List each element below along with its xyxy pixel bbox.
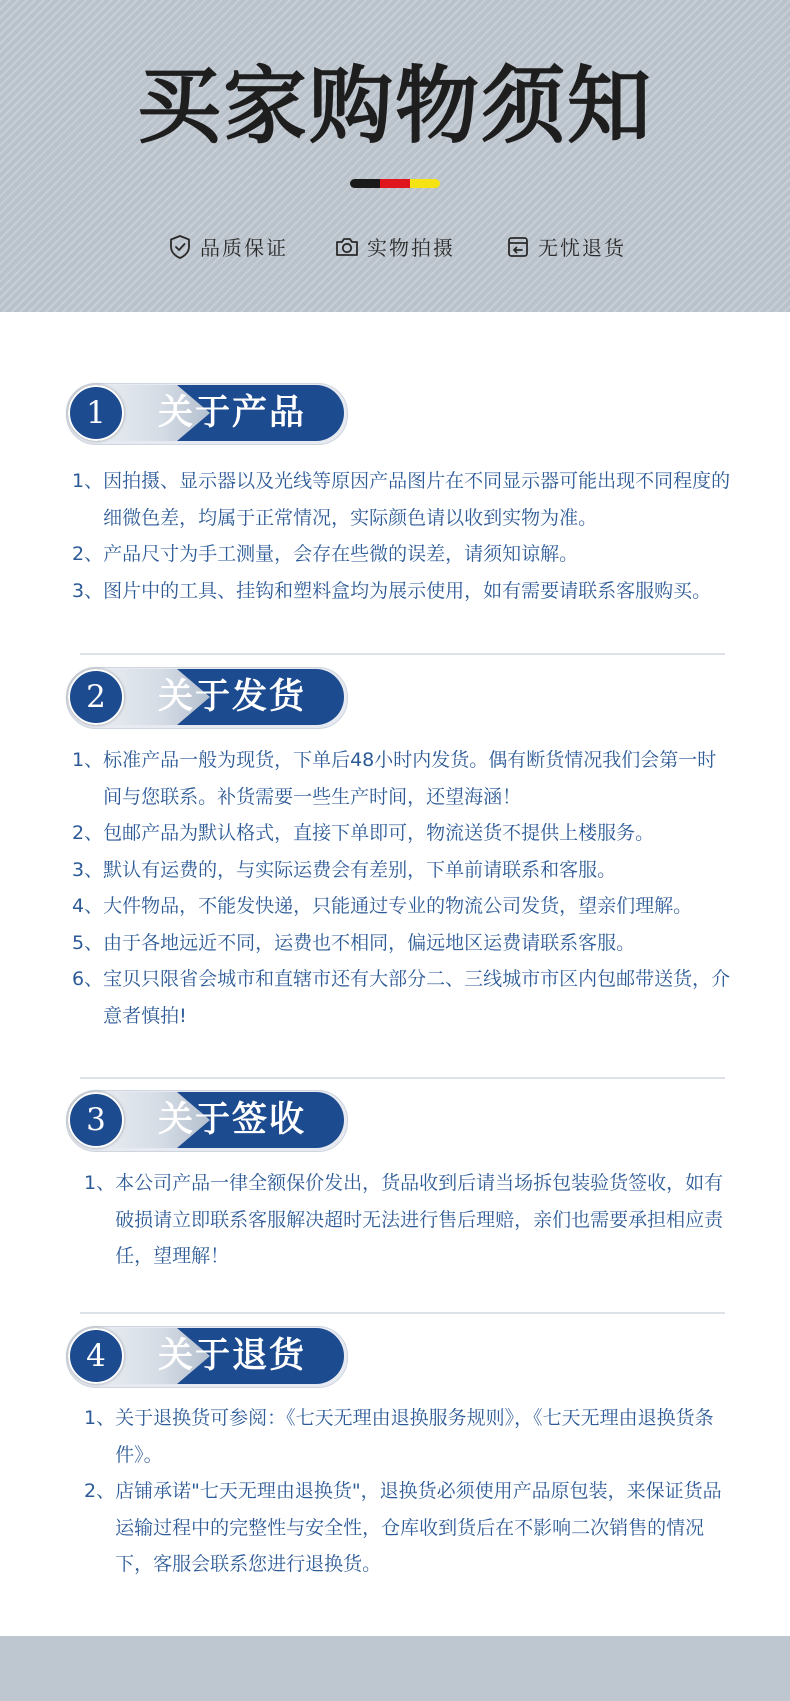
list-item-text: 标准产品一般为现货，下单后48小时内发货。偶有断货情况我们会第一时间与您联系。补货需要一些生产时间，还望海涵！ bbox=[103, 749, 717, 808]
section-body-shipping bbox=[72, 742, 734, 1034]
list-item-number: 3、 bbox=[72, 579, 104, 602]
list-item-text: 大件物品，不能发快递，只能通过专业的物流公司发货，望亲们理解。 bbox=[103, 895, 693, 917]
page-title: 买家购物须知 bbox=[136, 57, 653, 155]
list-item bbox=[72, 463, 734, 536]
list-item-number: 1、 bbox=[84, 1407, 116, 1429]
section-title: 关于产品 bbox=[158, 393, 307, 433]
list-item bbox=[84, 1400, 728, 1473]
list-item bbox=[72, 852, 734, 889]
header-banner bbox=[0, 0, 790, 312]
list-item bbox=[84, 1473, 728, 1583]
list-item-number: 3、 bbox=[72, 858, 104, 881]
camera-icon bbox=[334, 234, 360, 260]
list-item-text: 本公司产品一律全额保价发出，货品收到后请当场拆包装验货签收，如有破损请立即联系客服解决超时无法进行售后理赔，亲们也需要承担相应责任，望理解！ bbox=[115, 1172, 724, 1267]
feature-return bbox=[505, 232, 626, 261]
list-item-number: 2、 bbox=[72, 822, 104, 844]
list-item-text: 宝贝只限省会城市和直辖市还有大部分二、三线城市市区内包邮带送货，介意者慎拍! bbox=[103, 968, 731, 1027]
list-item bbox=[72, 961, 734, 1034]
section-banner-product bbox=[66, 383, 348, 445]
feature-label: 实物拍摄 bbox=[367, 236, 455, 260]
section-banner-returns bbox=[66, 1326, 348, 1388]
section-divider bbox=[80, 653, 725, 655]
list-item-text: 图片中的工具、挂钩和塑料盒均为展示使用，如有需要请联系客服购买。 bbox=[103, 579, 712, 602]
list-item-number: 5、 bbox=[72, 931, 104, 954]
feature-photo bbox=[334, 232, 455, 261]
section-divider bbox=[80, 1312, 725, 1314]
flag-segment-black bbox=[350, 179, 380, 188]
section-body-product bbox=[72, 463, 734, 609]
section-number-badge: 4 bbox=[68, 1328, 124, 1384]
return-icon bbox=[505, 234, 531, 260]
flag-color-bar bbox=[350, 179, 440, 188]
footer-band bbox=[0, 1636, 790, 1701]
list-item-text: 包邮产品为默认格式，直接下单即可，物流送货不提供上楼服务。 bbox=[103, 822, 655, 844]
list-item bbox=[72, 815, 734, 852]
list-item bbox=[72, 536, 734, 573]
section-number-badge: 3 bbox=[68, 1092, 124, 1148]
list-item-text: 产品尺寸为手工测量，会存在些微的误差，请须知谅解。 bbox=[103, 543, 579, 565]
list-item-text: 店铺承诺"七天无理由退换货"，退换货必须使用产品原包装，来保证货品运输过程中的完整性与安全性，仓库收到货后在不影响二次销售的情况下，客服会联系您进行退换货。 bbox=[115, 1480, 722, 1575]
section-body-returns bbox=[84, 1400, 728, 1583]
list-item-text: 由于各地远近不同，运费也不相同，偏远地区运费请联系客服。 bbox=[103, 931, 636, 954]
list-item-number: 4、 bbox=[72, 895, 104, 917]
feature-label: 品质保证 bbox=[200, 236, 288, 260]
list-item-text: 关于退换货可参阅：《七天无理由退换服务规则》，《七天无理由退换货条件》。 bbox=[115, 1407, 714, 1466]
section-title: 关于退货 bbox=[158, 1336, 307, 1376]
list-item-number: 1、 bbox=[84, 1172, 116, 1194]
list-item bbox=[72, 888, 734, 925]
section-banner-signing bbox=[66, 1090, 348, 1152]
list-item-number: 2、 bbox=[72, 543, 104, 565]
feature-quality bbox=[167, 232, 288, 261]
list-item bbox=[72, 925, 734, 962]
list-item-number: 2、 bbox=[84, 1480, 116, 1502]
flag-segment-red bbox=[380, 179, 410, 188]
feature-label: 无忧退货 bbox=[538, 236, 626, 260]
section-banner-shipping bbox=[66, 667, 348, 729]
section-title: 关于发货 bbox=[158, 677, 307, 717]
list-item bbox=[72, 573, 734, 610]
section-number-badge: 1 bbox=[68, 385, 124, 441]
section-body-signing bbox=[84, 1165, 728, 1275]
section-title: 关于签收 bbox=[158, 1100, 307, 1140]
list-item bbox=[84, 1165, 728, 1275]
list-item-text: 因拍摄、显示器以及光线等原因产品图片在不同显示器可能出现不同程度的细微色差，均属于正常情况，实际颜色请以收到实物为准。 bbox=[103, 470, 731, 529]
list-item-number: 1、 bbox=[72, 749, 104, 771]
section-number-badge: 2 bbox=[68, 669, 124, 725]
list-item-text: 默认有运费的，与实际运费会有差别，下单前请联系和客服。 bbox=[103, 858, 617, 881]
flag-segment-yellow bbox=[410, 179, 440, 188]
list-item bbox=[72, 742, 734, 815]
list-item-number: 1、 bbox=[72, 470, 104, 492]
list-item-number: 6、 bbox=[72, 968, 104, 990]
section-divider bbox=[80, 1077, 725, 1079]
shield-icon bbox=[167, 234, 193, 260]
